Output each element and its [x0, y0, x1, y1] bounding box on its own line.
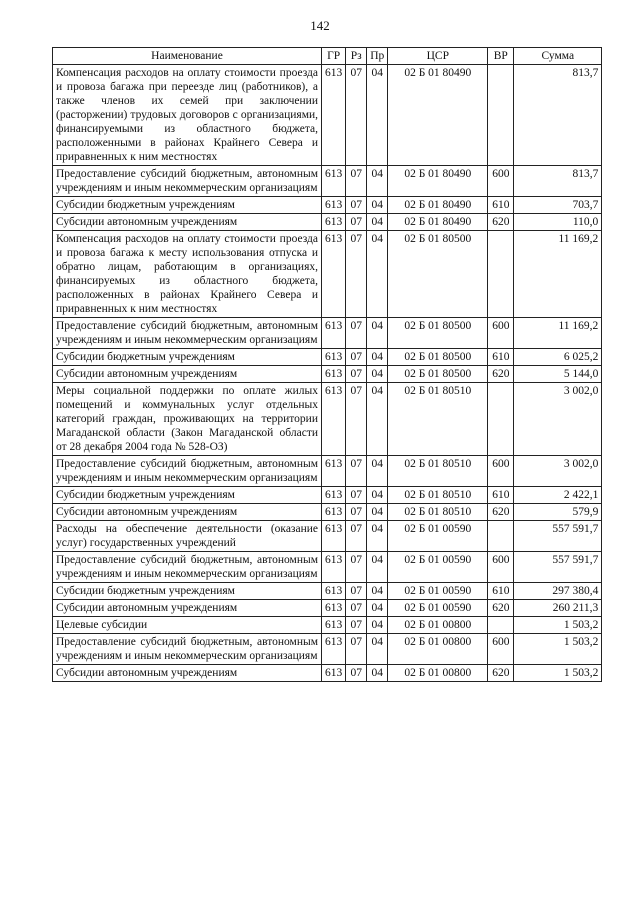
row-vr: [488, 617, 514, 634]
row-csr: 02 Б 01 00590: [388, 583, 488, 600]
row-name: Компенсация расходов на оплату стоимости проезда и провоза багажа при переезде лиц (работников), а также членов их семей при заключении (расторжении) трудовых договоров с организациями, финансируемыми из областного бюджета, расположенными в районах Крайнего Севера и приравненных к ним местностях: [53, 65, 322, 166]
row-name: Субсидии бюджетным учреждениям: [53, 197, 322, 214]
row-gr: 613: [322, 65, 346, 166]
row-vr: 600: [488, 318, 514, 349]
row-rz: 07: [346, 65, 367, 166]
row-rz: 07: [346, 383, 367, 456]
row-sum: 557 591,7: [514, 521, 602, 552]
table-row: [53, 583, 602, 600]
row-rz: 07: [346, 166, 367, 197]
header-pr: Пр: [367, 48, 388, 65]
row-gr: 613: [322, 349, 346, 366]
row-csr: 02 Б 01 00590: [388, 552, 488, 583]
row-vr: [488, 231, 514, 318]
row-vr: 600: [488, 552, 514, 583]
table-row: [53, 552, 602, 583]
row-vr: 610: [488, 349, 514, 366]
row-csr: 02 Б 01 80490: [388, 197, 488, 214]
header-sum: Сумма: [514, 48, 602, 65]
row-name: Субсидии автономным учреждениям: [53, 665, 322, 682]
row-rz: 07: [346, 552, 367, 583]
table-row: [53, 456, 602, 487]
row-sum: 1 503,2: [514, 617, 602, 634]
row-pr: 04: [367, 214, 388, 231]
row-name: Субсидии бюджетным учреждениям: [53, 487, 322, 504]
row-sum: 579,9: [514, 504, 602, 521]
table-row: [53, 65, 602, 166]
table-row: [53, 318, 602, 349]
row-sum: 813,7: [514, 166, 602, 197]
row-sum: 11 169,2: [514, 318, 602, 349]
row-name: Субсидии автономным учреждениям: [53, 600, 322, 617]
header-name: Наименование: [53, 48, 322, 65]
row-sum: 1 503,2: [514, 665, 602, 682]
row-sum: 557 591,7: [514, 552, 602, 583]
row-rz: 07: [346, 583, 367, 600]
table-row: [53, 214, 602, 231]
table-row: [53, 166, 602, 197]
row-csr: 02 Б 01 00590: [388, 600, 488, 617]
row-rz: 07: [346, 665, 367, 682]
row-name: Расходы на обеспечение деятельности (оказание услуг) государственных учреждений: [53, 521, 322, 552]
row-gr: 613: [322, 487, 346, 504]
row-sum: 297 380,4: [514, 583, 602, 600]
row-pr: 04: [367, 634, 388, 665]
row-vr: 620: [488, 665, 514, 682]
row-rz: 07: [346, 366, 367, 383]
row-pr: 04: [367, 600, 388, 617]
row-csr: 02 Б 01 00800: [388, 634, 488, 665]
row-csr: 02 Б 01 80490: [388, 166, 488, 197]
row-vr: 600: [488, 456, 514, 487]
row-gr: 613: [322, 665, 346, 682]
row-pr: 04: [367, 487, 388, 504]
row-name: Меры социальной поддержки по оплате жилых помещений и коммунальных услуг отдельных категорий граждан, проживающих на территории Магаданской области (Закон Магаданской области от 28 декабря 2004 года № 528-ОЗ): [53, 383, 322, 456]
row-name: Предоставление субсидий бюджетным, автономным учреждениям и иным некоммерческим организациям: [53, 552, 322, 583]
row-sum: 1 503,2: [514, 634, 602, 665]
row-rz: 07: [346, 487, 367, 504]
row-rz: 07: [346, 197, 367, 214]
row-pr: 04: [367, 504, 388, 521]
row-vr: 620: [488, 600, 514, 617]
table-row: [53, 487, 602, 504]
row-sum: 110,0: [514, 214, 602, 231]
row-vr: [488, 383, 514, 456]
row-pr: 04: [367, 583, 388, 600]
row-csr: 02 Б 01 80490: [388, 65, 488, 166]
table-row: [53, 383, 602, 456]
row-name: Субсидии автономным учреждениям: [53, 214, 322, 231]
row-sum: 11 169,2: [514, 231, 602, 318]
row-gr: 613: [322, 383, 346, 456]
row-gr: 613: [322, 634, 346, 665]
row-sum: 6 025,2: [514, 349, 602, 366]
row-csr: 02 Б 01 80500: [388, 349, 488, 366]
row-name: Предоставление субсидий бюджетным, автономным учреждениям и иным некоммерческим организациям: [53, 634, 322, 665]
row-gr: 613: [322, 600, 346, 617]
row-gr: 613: [322, 231, 346, 318]
row-vr: 620: [488, 214, 514, 231]
row-name: Целевые субсидии: [53, 617, 322, 634]
row-rz: 07: [346, 318, 367, 349]
row-gr: 613: [322, 552, 346, 583]
table-row: [53, 521, 602, 552]
table-row: [53, 634, 602, 665]
table-row: [53, 600, 602, 617]
row-pr: 04: [367, 366, 388, 383]
row-pr: 04: [367, 665, 388, 682]
row-gr: 613: [322, 318, 346, 349]
row-pr: 04: [367, 617, 388, 634]
row-rz: 07: [346, 231, 367, 318]
row-csr: 02 Б 01 80500: [388, 318, 488, 349]
row-pr: 04: [367, 65, 388, 166]
row-sum: 5 144,0: [514, 366, 602, 383]
row-name: Предоставление субсидий бюджетным, автономным учреждениям и иным некоммерческим организациям: [53, 456, 322, 487]
row-sum: 260 211,3: [514, 600, 602, 617]
row-sum: 3 002,0: [514, 383, 602, 456]
row-csr: 02 Б 01 80510: [388, 487, 488, 504]
table-row: [53, 366, 602, 383]
row-csr: 02 Б 01 80510: [388, 504, 488, 521]
row-name: Субсидии автономным учреждениям: [53, 366, 322, 383]
row-rz: 07: [346, 634, 367, 665]
row-gr: 613: [322, 456, 346, 487]
row-vr: 610: [488, 583, 514, 600]
row-name: Субсидии автономным учреждениям: [53, 504, 322, 521]
table-row: [53, 617, 602, 634]
table-row: [53, 504, 602, 521]
row-vr: 620: [488, 366, 514, 383]
row-gr: 613: [322, 214, 346, 231]
row-csr: 02 Б 01 00800: [388, 665, 488, 682]
row-pr: 04: [367, 349, 388, 366]
row-vr: 600: [488, 634, 514, 665]
table-header-row: [53, 48, 602, 65]
row-sum: 2 422,1: [514, 487, 602, 504]
row-gr: 613: [322, 197, 346, 214]
row-csr: 02 Б 01 80510: [388, 456, 488, 487]
row-csr: 02 Б 01 80500: [388, 366, 488, 383]
row-name: Субсидии бюджетным учреждениям: [53, 349, 322, 366]
row-gr: 613: [322, 504, 346, 521]
row-gr: 613: [322, 583, 346, 600]
header-csr: ЦСР: [388, 48, 488, 65]
row-csr: 02 Б 01 00800: [388, 617, 488, 634]
budget-table: [52, 47, 602, 682]
table-row: [53, 231, 602, 318]
row-pr: 04: [367, 552, 388, 583]
row-name: Компенсация расходов на оплату стоимости проезда и провоза багажа к месту использования отпуска и обратно лицам, работающим в организациях, финансируемых из областного бюджета, расположенных в районах Крайнего Севера и приравненных к ним местностях: [53, 231, 322, 318]
row-rz: 07: [346, 600, 367, 617]
row-vr: [488, 65, 514, 166]
row-pr: 04: [367, 318, 388, 349]
row-gr: 613: [322, 617, 346, 634]
row-csr: 02 Б 01 80510: [388, 383, 488, 456]
row-rz: 07: [346, 214, 367, 231]
header-gr: ГР: [322, 48, 346, 65]
row-vr: 620: [488, 504, 514, 521]
header-vr: ВР: [488, 48, 514, 65]
row-csr: 02 Б 01 80500: [388, 231, 488, 318]
row-rz: 07: [346, 521, 367, 552]
row-sum: 703,7: [514, 197, 602, 214]
row-sum: 813,7: [514, 65, 602, 166]
row-pr: 04: [367, 166, 388, 197]
row-pr: 04: [367, 521, 388, 552]
row-gr: 613: [322, 166, 346, 197]
row-gr: 613: [322, 521, 346, 552]
row-rz: 07: [346, 617, 367, 634]
row-pr: 04: [367, 231, 388, 318]
header-rz: Рз: [346, 48, 367, 65]
row-csr: 02 Б 01 00590: [388, 521, 488, 552]
row-name: Предоставление субсидий бюджетным, автономным учреждениям и иным некоммерческим организациям: [53, 318, 322, 349]
row-sum: 3 002,0: [514, 456, 602, 487]
row-name: Субсидии бюджетным учреждениям: [53, 583, 322, 600]
row-csr: 02 Б 01 80490: [388, 214, 488, 231]
row-rz: 07: [346, 504, 367, 521]
row-vr: 610: [488, 197, 514, 214]
table-row: [53, 197, 602, 214]
row-vr: 610: [488, 487, 514, 504]
row-gr: 613: [322, 366, 346, 383]
row-name: Предоставление субсидий бюджетным, автономным учреждениям и иным некоммерческим организациям: [53, 166, 322, 197]
row-pr: 04: [367, 383, 388, 456]
row-vr: [488, 521, 514, 552]
row-rz: 07: [346, 456, 367, 487]
table-row: [53, 665, 602, 682]
row-pr: 04: [367, 197, 388, 214]
table-row: [53, 349, 602, 366]
row-vr: 600: [488, 166, 514, 197]
page-number: 142: [310, 18, 330, 33]
row-pr: 04: [367, 456, 388, 487]
row-rz: 07: [346, 349, 367, 366]
